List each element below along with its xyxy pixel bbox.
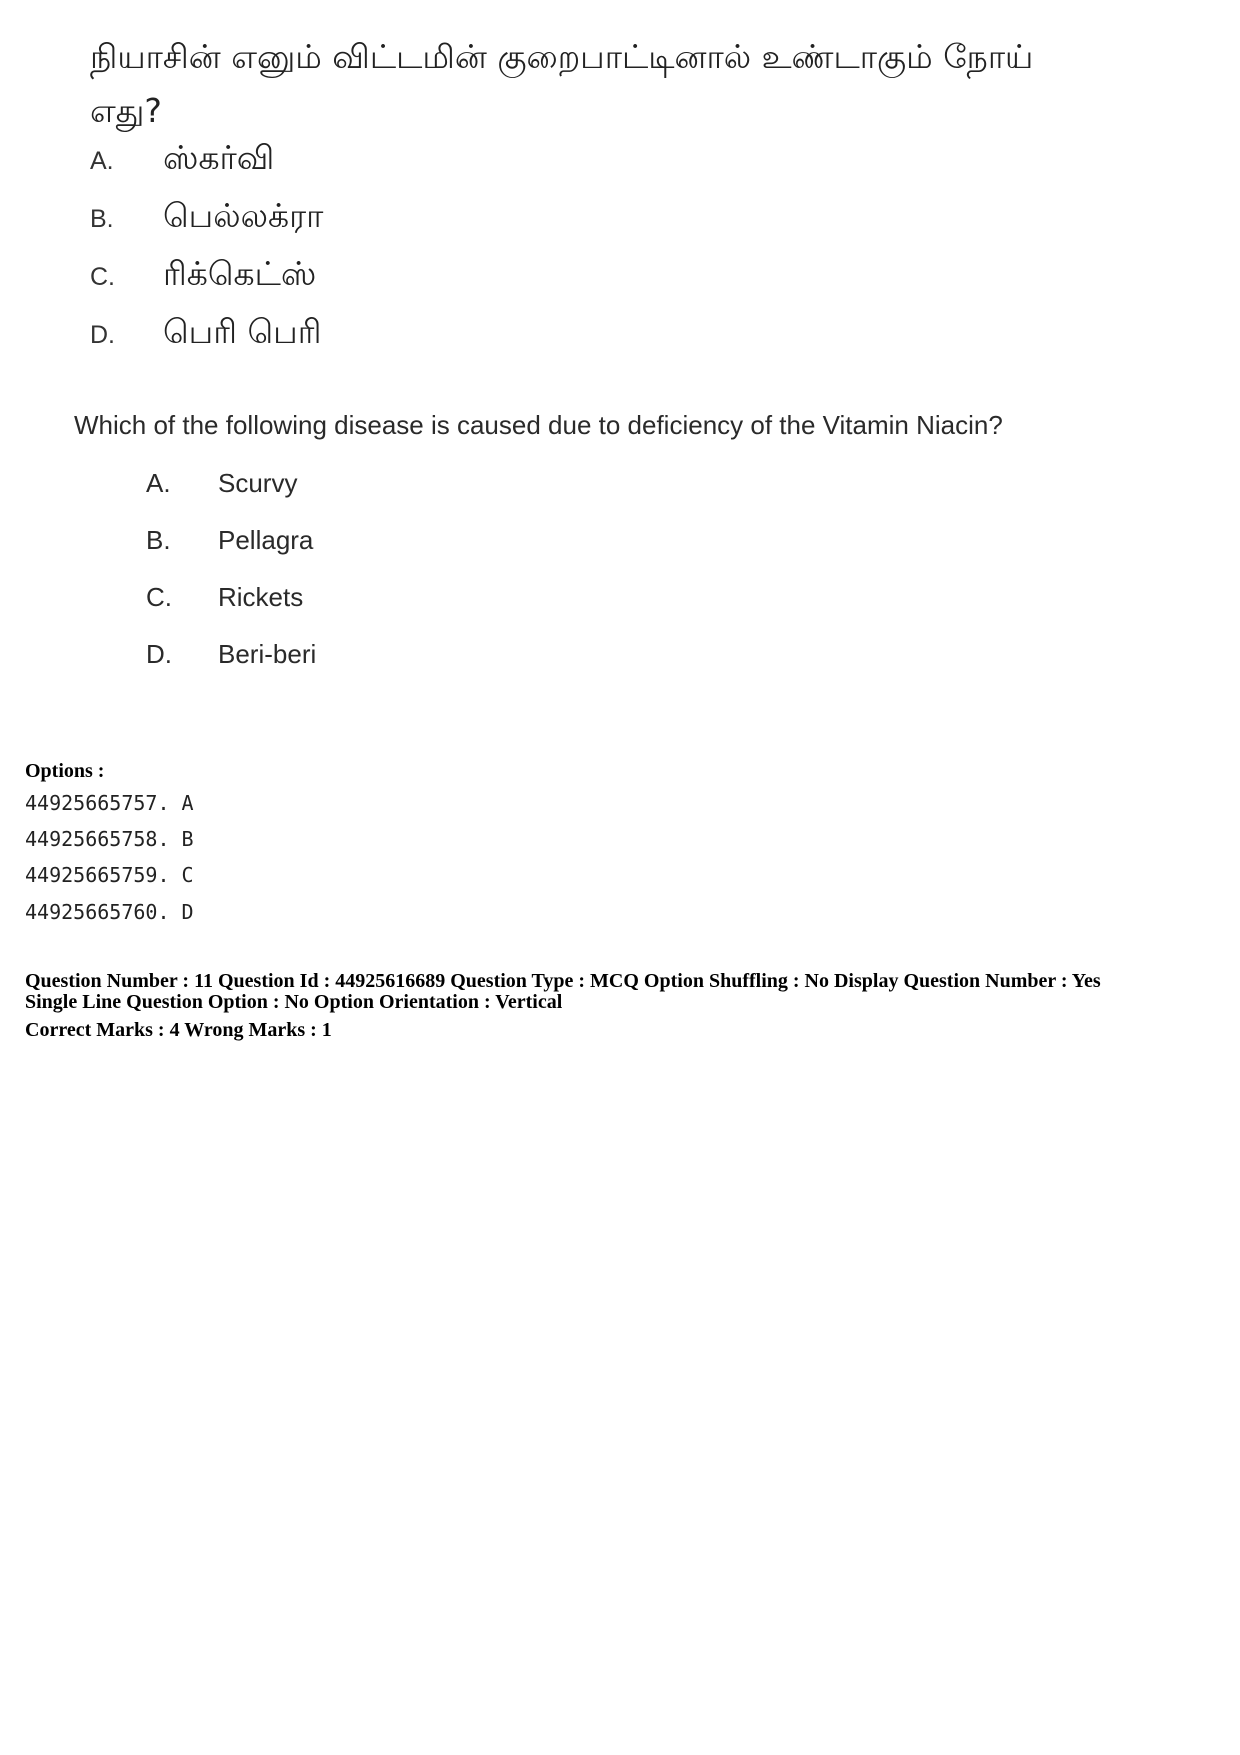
english-option-b bbox=[146, 525, 313, 556]
english-option-c bbox=[146, 582, 303, 613]
tamil-option-a bbox=[90, 138, 274, 182]
option-text: Pellagra bbox=[218, 525, 314, 555]
question-marks-line: Correct Marks : 4 Wrong Marks : 1 bbox=[25, 1019, 332, 1041]
option-letter: C. bbox=[90, 263, 115, 291]
tamil-stem-line-1: நியாசின் எனும் விட்டமின் குறைபாட்டினால் உண்டாகும் நோய் bbox=[90, 37, 1034, 76]
option-code-b: 44925665758. B bbox=[25, 827, 194, 851]
option-text: பெரி பெரி bbox=[163, 312, 322, 351]
option-text: Rickets bbox=[218, 582, 304, 612]
english-option-d bbox=[146, 639, 316, 670]
question-meta-line-2: Single Line Question Option : No Option Orientation : Vertical bbox=[25, 991, 563, 1013]
option-code-d: 44925665760. D bbox=[25, 900, 194, 924]
tamil-option-b bbox=[90, 196, 323, 240]
option-letter: A. bbox=[90, 147, 114, 175]
option-letter: C. bbox=[146, 582, 172, 612]
option-letter: A. bbox=[146, 468, 171, 498]
option-text: Scurvy bbox=[218, 468, 298, 498]
tamil-stem-line-2: எது? bbox=[90, 91, 162, 130]
question-meta-line-1: Question Number : 11 Question Id : 44925616689 Question Type : MCQ Option Shuffling : No Display Question Number : Yes bbox=[25, 970, 1101, 992]
option-letter: B. bbox=[90, 205, 114, 233]
option-letter: D. bbox=[90, 321, 115, 349]
options-heading: Options : bbox=[25, 760, 105, 782]
option-code-c: 44925665759. C bbox=[25, 863, 194, 887]
tamil-option-c bbox=[90, 254, 316, 298]
tamil-option-d bbox=[90, 312, 321, 356]
option-text: ரிக்கெட்ஸ் bbox=[163, 254, 317, 293]
option-text: ஸ்கர்வி bbox=[163, 138, 275, 177]
english-option-a bbox=[146, 468, 297, 499]
option-letter: D. bbox=[146, 639, 172, 669]
tamil-question-stem bbox=[90, 30, 1100, 138]
option-text: Beri-beri bbox=[218, 639, 317, 669]
option-code-a: 44925665757. A bbox=[25, 791, 194, 815]
option-text: பெல்லக்ரா bbox=[163, 196, 324, 235]
question-image bbox=[60, 10, 1120, 690]
english-question-stem: Which of the following disease is caused due to deficiency of the Vitamin Niacin? bbox=[74, 410, 1003, 440]
option-letter: B. bbox=[146, 525, 171, 555]
